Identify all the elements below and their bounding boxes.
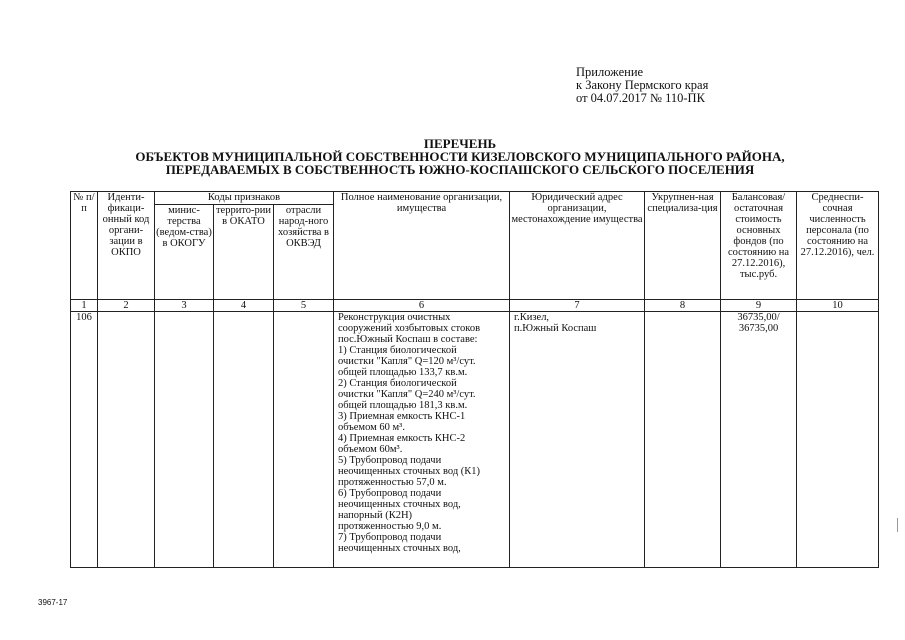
row-staff — [797, 312, 879, 568]
column-number: 4 — [214, 300, 274, 312]
description-line: напорный (К2Н) — [338, 510, 413, 521]
description-line: сооружений хозбытовых стоков — [338, 323, 481, 334]
description-line: 3) Приемная емкость КНС-1 — [338, 411, 466, 422]
column-number: 5 — [274, 300, 334, 312]
appendix-line-2: к Закону Пермского края — [576, 78, 709, 92]
description-line: общей площадью 133,7 кв.м. — [338, 367, 468, 378]
description-line: очистки "Капля" Q=240 м³/сут. — [338, 389, 476, 400]
column-number-row — [71, 300, 879, 312]
description-line: неочищенных сточных вод (К1) — [338, 466, 481, 477]
header-num: № п/п — [71, 192, 98, 300]
column-number: 9 — [721, 300, 797, 312]
document-code: 3967-17 — [38, 598, 68, 607]
address-line-1: г.Кизел, — [514, 312, 550, 323]
row-description — [334, 312, 510, 568]
header-okpo: Иденти-фикаци-онный код органи-зации в ОКПО — [98, 192, 155, 300]
property-table — [70, 191, 879, 568]
header-codes-group: Коды признаков — [155, 192, 334, 205]
title-line-3: ПЕРЕДАВАЕМЫХ В СОБСТВЕННОСТЬ ЮЖНО-КОСПАШСКОГО СЕЛЬСКОГО ПОСЕЛЕНИЯ — [165, 162, 755, 177]
title-line-2: ОБЪЕКТОВ МУНИЦИПАЛЬНОЙ СОБСТВЕННОСТИ КИЗЕЛОВСКОГО МУНИЦИПАЛЬНОГО РАЙОНА, — [135, 149, 785, 164]
balance-line-2: 36735,00 — [738, 323, 779, 334]
header-okved: отрасли народ-ного хозяйства в ОКВЭД — [274, 205, 334, 300]
column-number: 1 — [71, 300, 98, 312]
appendix-block — [576, 66, 708, 105]
appendix-line-3: от 04.07.2017 № 110-ПК — [576, 91, 705, 105]
row-okogu — [155, 312, 214, 568]
description-line: 5) Трубопровод подачи — [338, 455, 442, 466]
description-line: очистки "Капля" Q=120 м³/сут. — [338, 356, 476, 367]
description-line: 2) Станция биологической — [338, 378, 457, 389]
row-okved — [274, 312, 334, 568]
column-number: 10 — [797, 300, 879, 312]
header-okogu: минис-терства (ведом-ства) в ОКОГУ — [155, 205, 214, 300]
description-line: 1) Станция биологической — [338, 345, 457, 356]
header-balance: Балансовая/ остаточная стоимость основных фондов (по состоянию на 27.12.2016), тыс.руб. — [721, 192, 797, 300]
column-number: 3 — [155, 300, 214, 312]
address-line-2: п.Южный Коспаш — [514, 323, 597, 334]
title-line-1: ПЕРЕЧЕНЬ — [423, 136, 497, 151]
header-okato: террито-рии в ОКАТО — [214, 205, 274, 300]
table-row — [71, 312, 879, 568]
description-line: объемом 60 м³. — [338, 422, 405, 433]
description-line: пос.Южный Коспаш в составе: — [338, 334, 478, 345]
description-line: протяженностью 57,0 м. — [338, 477, 447, 488]
row-okato — [214, 312, 274, 568]
description-line: объемом 60м³. — [338, 444, 403, 455]
header-row-main — [71, 192, 879, 205]
header-staff: Среднеспи-сочная численность персонала (по состоянию на 27.12.2016), чел. — [797, 192, 879, 300]
row-balance — [721, 312, 797, 568]
column-number: 7 — [510, 300, 645, 312]
margin-mark — [897, 518, 900, 532]
description-line: неочищенных сточных вод, — [338, 543, 461, 554]
header-specialization: Укрупнен-ная специализа-ция — [645, 192, 721, 300]
description-line: протяженностью 9,0 м. — [338, 521, 442, 532]
header-name: Полное наименование организации, имущества — [334, 192, 510, 300]
column-number: 8 — [645, 300, 721, 312]
description-line: 6) Трубопровод подачи — [338, 488, 442, 499]
row-specialization — [645, 312, 721, 568]
column-number: 6 — [334, 300, 510, 312]
column-number: 2 — [98, 300, 155, 312]
row-num: 106 — [71, 312, 98, 568]
description-line: неочищенных сточных вод, — [338, 499, 461, 510]
appendix-line-1: Приложение — [576, 65, 644, 79]
header-address: Юридический адрес организации, местонахождение имущества — [510, 192, 645, 300]
description-line: общей площадью 181,3 кв.м. — [338, 400, 468, 411]
description-line: Реконструкция очистных — [338, 312, 451, 323]
row-okpo — [98, 312, 155, 568]
balance-line-1: 36735,00/ — [737, 312, 780, 323]
description-line: 4) Приемная емкость КНС-2 — [338, 433, 466, 444]
description-line: 7) Трубопровод подачи — [338, 532, 442, 543]
row-address — [510, 312, 645, 568]
